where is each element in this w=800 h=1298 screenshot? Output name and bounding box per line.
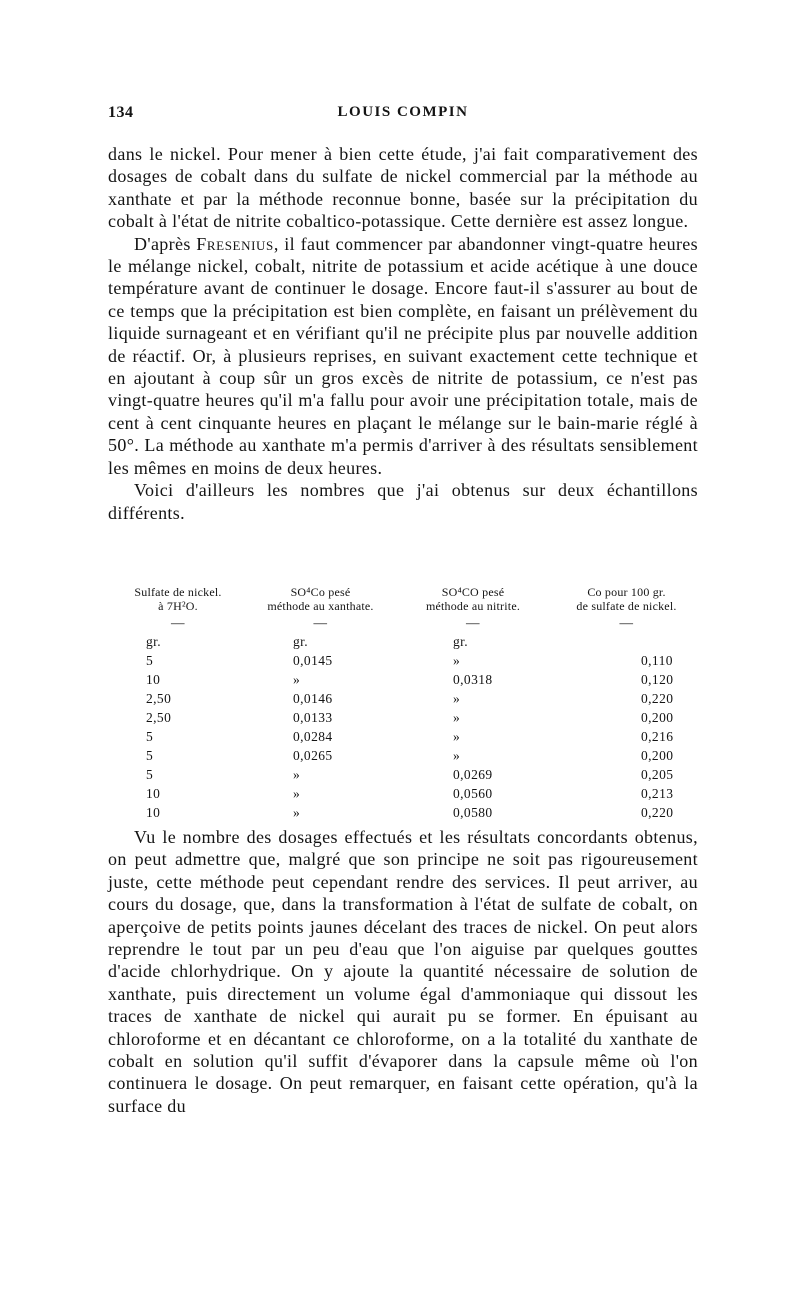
unit-label: gr. [453, 634, 469, 649]
table-row [108, 708, 700, 727]
table-cell: » [453, 729, 461, 744]
running-title: LOUIS COMPIN [337, 104, 469, 120]
table-cell: 10 [146, 786, 161, 801]
table-cell: 0,0145 [293, 653, 333, 668]
column-header: Co pour 100 gr. de sulfate de nickel. [576, 585, 677, 613]
table-cell: 0,120 [641, 672, 674, 687]
table-cell: 2,50 [146, 710, 172, 725]
unit-label: gr. [293, 634, 309, 649]
column-header: SO⁴CO pesé méthode au nitrite. [425, 585, 521, 613]
dash-row [108, 613, 700, 632]
table-cell: 0,200 [641, 748, 674, 763]
table-cell: 0,216 [641, 729, 674, 744]
table-cell: » [293, 786, 301, 801]
table-row [108, 670, 700, 689]
table-cell: 0,200 [641, 710, 674, 725]
column-header: Sulfate de nickel. à 7H²O. [134, 585, 222, 613]
table-cell: 0,0284 [293, 729, 333, 744]
table-cell: 5 [146, 748, 154, 763]
dash: — [171, 615, 185, 630]
unit-label [553, 632, 700, 651]
column-header: SO⁴Co pesé méthode au xanthate. [267, 585, 374, 613]
table-row [108, 651, 700, 670]
paragraph-fresenius [108, 233, 698, 479]
results-table [108, 585, 700, 822]
page-number: 134 [108, 104, 134, 121]
paragraph-conclusion: Vu le nombre des dosages effectués et les résultats concordants obtenus, on peut admettre que, malgré que son principe ne soit pas rigoureusement juste, cette méthode peut cependant rendre des services. Il peut arriver, au cours du dosage, que, dans la transformation à l'état de sulfate de cobalt, on aperçoive de petits points jaunes décelant des traces de nickel. On peut alors reprendre le tout par un peu d'eau que l'on aiguise par quelques gouttes d'acide chlorhydrique. On y ajoute la quantité nécessaire de solution de xanthate, puis directement un volume égal d'ammoniaque qui dissout les traces de xanthate de nickel qui aurait pu se former. En épuisant au chloroforme et en décantant ce chloroforme, on a la totalité du xanthate de cobalt en solution qu'il suffit d'évaporer dans la capsule même où l'on continuera le dosage. On peut remarquer, en faisant cette opération, qu'à la surface du [108, 827, 698, 1116]
table-cell: 0,110 [641, 653, 673, 668]
table-cell: 0,0146 [293, 691, 333, 706]
table-cell: » [293, 672, 301, 687]
text-block-bottom [108, 826, 698, 1117]
table-cell: 10 [146, 805, 161, 820]
table-cell: 0,0133 [293, 710, 333, 725]
table-cell: 2,50 [146, 691, 172, 706]
unit-row [108, 632, 700, 651]
page-header [108, 104, 698, 126]
author-name: Fresenius [196, 233, 274, 254]
table-cell: » [293, 805, 301, 820]
table-row [108, 746, 700, 765]
table-cell: 5 [146, 653, 154, 668]
table-cell: 10 [146, 672, 161, 687]
table-row [108, 727, 700, 746]
table-cell: » [453, 748, 461, 763]
table-cell: » [293, 767, 301, 782]
table-cell: » [453, 653, 461, 668]
paragraph-intro-table: Voici d'ailleurs les nombres que j'ai obtenus sur deux échantillons différents. [108, 480, 698, 523]
table-cell: » [453, 691, 461, 706]
table-row [108, 689, 700, 708]
dash: — [466, 615, 480, 630]
table-cell: 0,0269 [453, 767, 493, 782]
table-body [108, 613, 700, 822]
table-cell: 0,220 [641, 805, 674, 820]
table-row [108, 765, 700, 784]
table-cell: » [453, 710, 461, 725]
table-cell: 0,205 [641, 767, 674, 782]
text-block-top [108, 143, 698, 524]
table-row [108, 784, 700, 803]
table-cell: 0,0580 [453, 805, 493, 820]
paragraph-lead: D'après [134, 233, 197, 254]
table-cell: 0,220 [641, 691, 674, 706]
unit-label: gr. [146, 634, 162, 649]
table-cell: 5 [146, 729, 154, 744]
table-cell: 0,0318 [453, 672, 493, 687]
table-header-row [108, 585, 700, 613]
dash: — [313, 615, 328, 630]
table-cell: 0,213 [641, 786, 674, 801]
table-row [108, 803, 700, 822]
table-cell: 5 [146, 767, 154, 782]
dash: — [619, 615, 634, 630]
table-cell: 0,0560 [453, 786, 493, 801]
paragraph-continued: dans le nickel. Pour mener à bien cette étude, j'ai fait comparativement des dosages de cobalt dans du sulfate de nickel commercial par la méthode au xanthate et par la méthode reconnue bonne, basée sur la précipitation du cobalt à l'état de nitrite cobaltico-potassique. Cette dernière est assez longue. [108, 144, 698, 232]
paragraph-body: , il faut commencer par abandonner vingt-quatre heures le mélange nickel, cobalt, nitrite de potassium et acide acétique à une douce température avant de continuer le dosage. Encore faut-il s'assurer au bout de ce temps que la précipitation est bien complète, en faisant un prélèvement du liquide surnageant et en vérifiant qu'il ne précipite plus par nouvelle addition de réactif. Or, à plusieurs reprises, en suivant exactement cette technique et en ajoutant à coup sûr un gros excès de nitrite de potassium, ce n'est pas vingt-quatre heures qu'il m'a fallu pour avoir une précipitation totale, mais de cent à cent cinquante heures en plaçant le mélange sur le bain-marie réglé à 50°. La méthode au xanthate m'a permis d'arriver à des résultats sensiblement les mêmes en moins de deux heures. [108, 233, 698, 478]
table-cell: 0,0265 [293, 748, 333, 763]
